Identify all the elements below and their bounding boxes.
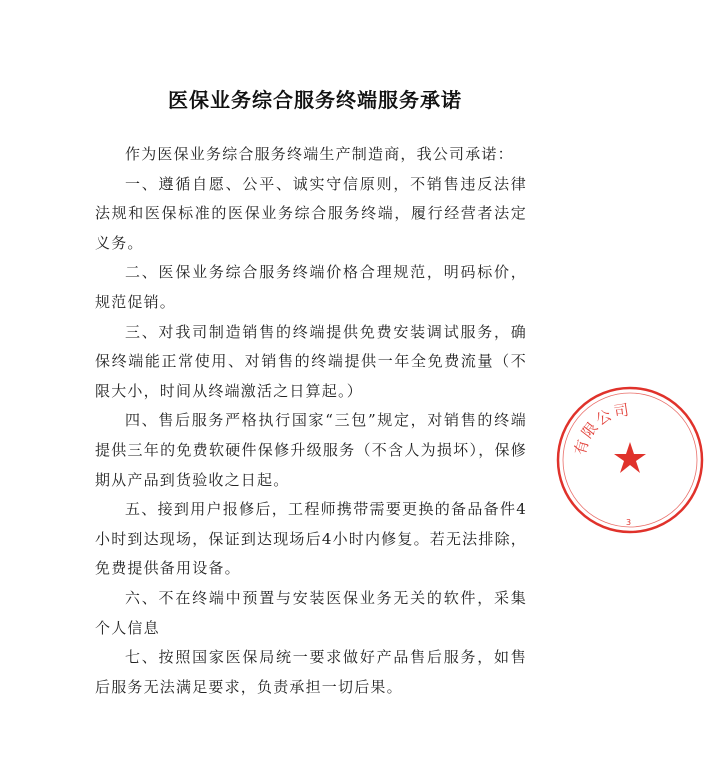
document-title: 医保业务综合服务终端服务承诺 [168,88,462,112]
commitment-paragraph-4: 四、售后服务严格执行国家“三包”规定，对销售的终端提供三年的免费软硬件保修升级服务（不含人为损坏），保修期从产品到货验收之日起。 [95,411,527,489]
commitment-paragraph-5: 五、接到用户报修后，工程师携带需要更换的备品备件4小时到达现场，保证到达现场后4小时内修复。若无法排除，免费提供备用设备。 [95,500,527,578]
commitment-paragraph-3: 三、对我司制造销售的终端提供免费安装调试服务，确保终端能正常使用、对销售的终端提供一年全免费流量（不限大小，时间从终端激活之日算起。） [95,322,527,400]
commitment-paragraph-6: 六、不在终端中预置与安装医保业务无关的软件，采集个人信息 [95,588,527,637]
seal-number: 3 [626,518,632,527]
commitment-paragraph-1: 一、遵循自愿、公平、诚实守信原则，不销售违反法律法规和医保标准的医保业务综合服务终端，履行经营者法定义务。 [95,174,527,252]
document-body [95,140,527,702]
seal-text: 有限公司 [570,400,633,457]
commitment-paragraph-2: 二、医保业务综合服务终端价格合理规范，明码标价，规范促销。 [95,263,527,311]
commitment-paragraph-7: 七、按照国家医保局统一要求做好产品售后服务，如售后服务无法满足要求，负责承担一切后果。 [95,648,527,696]
intro-paragraph: 作为医保业务综合服务终端生产制造商，我公司承诺： [125,145,514,163]
company-seal [555,385,705,535]
